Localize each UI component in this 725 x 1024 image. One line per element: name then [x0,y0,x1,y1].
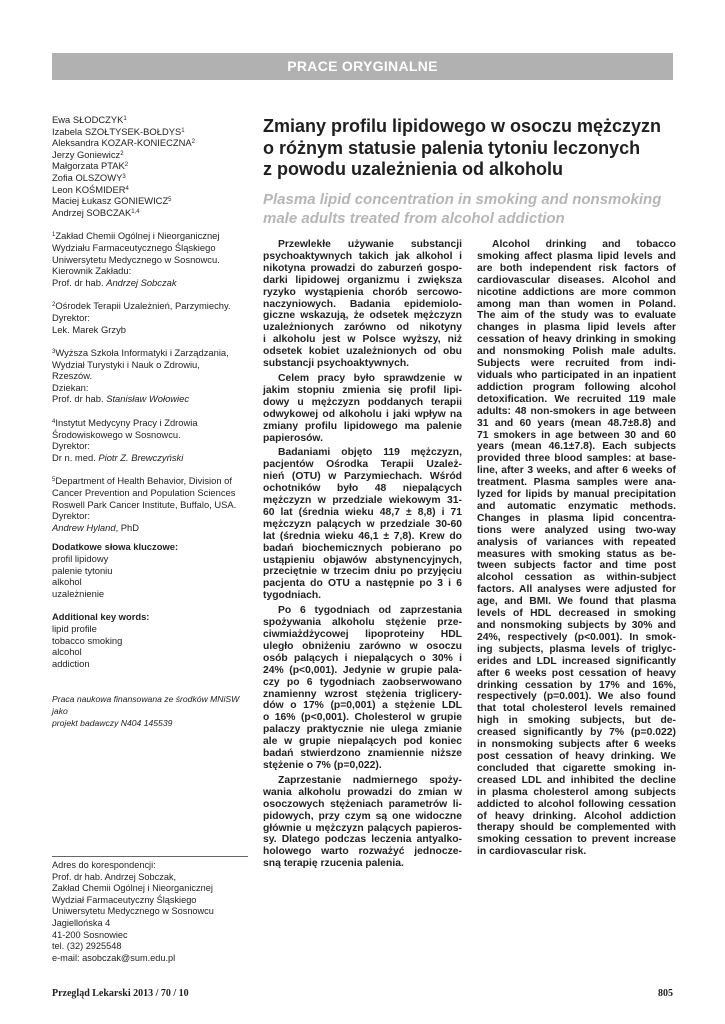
affiliation-text: Wyższa Szkoła Informatyki i Zarządzania, [55,347,229,359]
correspondence-line: Jagiellońska 4 [52,917,111,928]
affiliation-line [52,475,248,487]
abstract-line: osób palących i niepalących o 30% i [263,652,462,664]
abstract-line: sy. Dlatego podczas leczenia antyalko- [263,834,462,846]
abstract-line: concluded that cigarette smoking in- [477,762,676,774]
affiliation-text: Zakład Chemii Ogólnej i Nieorganicznej [55,230,220,242]
abstract-line: ustąpieniu objawów abstynencyjnych, [263,554,462,566]
abstract-line: darki lipidowej organizmu i zwiększa [263,274,462,286]
author-name: Ewa SŁODCZYK [52,114,124,125]
head-prefix: Lek. Marek Grzyb [52,323,126,335]
author [52,184,248,196]
abstract-line: papierosów. [263,432,323,444]
abstract-line: zmiany profilu lipidowego ma palenie [263,420,462,432]
affiliation-text: Dyrektor: [52,311,91,323]
abstract-line: badań stwierdzono znamiennie niższe [263,748,462,760]
abstract-line: spożywania alkoholu stężenie prze- [263,617,462,629]
abstract-line: mężczyzn w przedziale wiekowym 31- [263,495,462,507]
author-affiliation-number: 3 [122,173,126,180]
affiliation [52,475,248,533]
correspondence-line: Uniwersytetu Medycznego w Sosnowcu [52,906,214,917]
abstract-paragraph [477,239,676,858]
abstract-line: ochotników było 48 niepalących [263,483,462,495]
affiliation-line [52,382,248,394]
author-name: Izabela SZOŁTYSEK-BOŁDYS [52,125,182,137]
affiliation-line [52,417,248,429]
affiliation-line [52,347,248,359]
affiliation [52,417,248,463]
abstract-line: in cardiovascular risk. [477,846,587,858]
author [52,207,248,219]
abstract-line: Alcohol drinking and tobacco [492,239,676,250]
author-affiliation-number: 2 [191,139,195,146]
title-en-line: male adults treated from alcohol addiction [263,210,565,227]
abstract-line: ciwmiażdżycowej lipoproteiny HDL [263,629,462,640]
affiliation-line [52,429,248,441]
affiliation-text: Wydziału Farmaceutycznego Śląskiego [52,241,216,253]
abstract-line: nikotyna prowadzi do zaburzeń gospo- [263,262,462,274]
affiliation-text: Dziekan: [52,381,89,393]
affiliation-number: 2 [52,302,56,309]
affiliation-line [52,440,248,452]
abstract-line: among man than women in Poland. [477,298,676,310]
affiliation [52,347,248,405]
abstract-line: cessation of heavy drinking in smoking [477,334,676,346]
abstract-line: detoxification. We recruited 119 male [477,393,676,405]
abstract-line: The aim of the study was to evaluate [477,310,676,322]
abstract-line: Celem pracy było sprawdzenie w [278,372,462,384]
abstract-line: viduals who participated in an inpatient [477,369,676,381]
abstract-line: czy po 6 tygodniach zaobserwowano [263,676,462,688]
affiliation-line [52,510,248,522]
abstract-line: ale w grupie niepalących pod koniec [263,736,462,748]
author [52,172,248,184]
author-affiliation-number: 4 [125,185,129,192]
affiliation-text: Ośrodek Terapii Uzależnień, Parzymiechy. [55,300,231,312]
abstract-line: tween subjects factor and time post [477,560,676,572]
author [52,126,248,138]
affiliation-line [52,370,248,382]
abstract-line: pidowych, przy czym są one widoczne [263,810,462,822]
head-prefix: Dr n. med. [52,451,99,463]
author-name: Andrzej SOBCZAK [52,206,132,218]
author-name: Leon KOŚMIDER [52,183,126,195]
abstract-line: badań biochemicznych pobierano po [263,542,462,554]
correspondence-line: Zakład Chemii Ogólnej i Nieorganicznej [52,883,213,894]
abstract-line: 24%, respectively (p<0.001). In smok- [477,631,676,643]
abstract-line: giczne wskazują, że odsetek mężczyzn [263,310,462,322]
abstract-line: high in smoking subjects, but de- [477,715,676,727]
abstract-line: Przewlekłe używanie substancji [278,239,462,250]
author-name: Małgorzata PTAK [52,160,125,172]
abstract-line: treatment. Plasma samples were ana- [477,477,676,489]
abstract-line: pacjenta do OTU a następnie po 3 i 6 [263,578,462,590]
abstract-line: wania alkoholu prowadzi do zmian w [263,786,462,798]
keywords-en [52,611,248,669]
keyword: alkohol [52,576,82,588]
abstract-line: odsetek kobiet uzależnionych od obu [263,346,462,358]
author-name: Zofia OLSZOWY [52,171,123,183]
abstract-line: nień (OTU) w Parzymiechach. Wśród [263,471,462,483]
affiliation-line [52,230,248,242]
affiliation-number: 5 [52,477,56,484]
abstract-line: osoczowych stężeniach parametrów li- [263,798,462,810]
author-affiliation-number: 2 [124,162,129,169]
abstract-line: przeciętnie w trzecim dniu po przyjęciu [263,566,462,578]
abstract-line: cardiovascular diseases. Alcohol and [477,274,676,286]
affiliation-line [52,300,248,312]
affiliation-number: 3 [52,349,56,356]
abstract-line: erides and LDL increased significantly [477,655,676,667]
keywords-en-items [52,623,248,669]
abstract-line: changes in plasma lipid levels after [477,322,676,334]
article-title-en [263,190,693,228]
keywords-pl [52,541,248,599]
abstract-line: are both independent risk factors of [477,262,676,274]
affiliation [52,230,248,288]
abstract-line: psychoaktywnych takich jak alkohol i [263,250,462,262]
title-pl-line: Zmiany profilu lipidowego w osoczu mężczyzn [263,116,662,136]
abstract-line: odwykowej od alkoholu i jaki wpływ na [263,408,462,420]
abstract-english [477,239,676,858]
affiliation-line [52,265,248,277]
abstract-line: after 6 weeks post cessation of heavy [477,667,676,679]
journal-footer: Przegląd Lekarski 2013 / 70 / 10 [52,988,189,999]
abstract-line: pacjentów Ośrodka Terapii Uzależ- [263,459,462,471]
keywords-en-title: Additional key words: [52,611,150,623]
affiliation-list [52,230,248,533]
abstract-line: Changes in plasma lipid concentra- [477,512,676,524]
abstract-line: o 16% (p<0,001). Cholesterol w grupie [263,712,462,724]
author-name: Aleksandra KOZAR-KONIECZNA [52,137,192,149]
author-list [52,114,248,218]
title-en-line: Plasma lipid concentration in smoking and nonsmoking [263,191,662,208]
abstract-line: mężczyzn palących w przedziale 30-60 [263,518,462,530]
abstract-paragraph [263,373,462,444]
correspondence-line: tel. (32) 2925548 [52,941,122,952]
affiliation-line [52,487,248,499]
author [52,114,248,126]
funding-line: projekt badawczy N404 145539 [52,717,173,728]
abstract-line: alcohol cessation as within-subject [477,572,676,584]
correspondence-line: Wydział Farmaceutyczny Śląskiego [52,894,197,905]
affiliation-text: Środowiskowego w Sosnowcu. [52,428,181,440]
abstract-line: naczyniowych. Badania epidemiolo- [263,298,462,310]
abstract-line: levels of HDL decreased in smoking [477,608,676,620]
author [52,160,248,172]
abstract-line: Zaprzestanie nadmiernego spoży- [278,774,462,786]
affiliation-number: 1 [52,232,56,239]
abstract-line: respectively (p=0.001). We also found [477,691,676,703]
author-affiliation-number: 2 [120,150,124,157]
affiliation-text: Dyrektor: [52,510,91,522]
abstract-line: substancji psychoaktywnych. [263,358,410,370]
abstract-line: years (mean 46.1±7.8). Each subjects [477,441,676,453]
abstract-line: of heavy drinking. Alcohol addiction [477,810,676,822]
abstract-line: sną terapię rzucenia palenia. [263,858,404,870]
keyword: addiction [52,657,90,669]
author [52,195,248,207]
abstract-line: addicted to alcohol following cessation [477,798,676,810]
head-name: Piotr Z. Brewczyński [98,451,184,463]
abstract-line: głównie u mężczyzn palących papieros- [263,822,462,834]
affiliation-text: Kierownik Zakładu: [52,265,132,277]
abstract-line: znamienny wzrost stężenia triglicery- [263,688,462,700]
abstract-line: palaczy praktycznie nie ulega zmianie [263,724,462,736]
abstract-line: factors. All analyses were adjusted for [477,584,676,596]
keywords-pl-items [52,553,248,599]
abstract-paragraph [263,239,462,370]
affiliation-text: Dyrektor: [52,440,91,452]
keyword: palenie tytoniu [52,564,113,576]
author-name: Maciej Łukasz GONIEWICZ [52,195,169,207]
abstract-line: analysis of variances with repeated [477,536,676,548]
correspondence-line: 41-200 Sosnowiec [52,929,128,940]
title-pl-line: z powodu uzależnienia od alkoholu [263,159,564,179]
title-pl-line: o różnym statusie palenia tytoniu leczonych [263,137,641,158]
abstract-line: post cessation of heavy drinking. We [477,750,676,762]
abstract-line: jakim stopniu zmienia się profil lipi- [263,384,462,396]
affiliation-head [52,324,248,336]
abstract-line: and nonsmoking Polish male adults. [477,346,676,358]
abstract-line: Po 6 tygodniach od zaprzestania [278,605,462,617]
affiliation-text: Wydział Turystyki i Nauk o Zdrowiu, [52,358,200,370]
abstract-line: in nonsmoking subjects after 6 weeks [477,739,676,751]
article-title-pl [263,116,693,181]
abstract-line: drinking cessation by 17% and 16%, [477,679,676,691]
affiliation-line [52,254,248,266]
abstract-line: adults: 48 non-smokers in age between [477,405,676,417]
abstract-line: addiction program following alcohol [477,381,676,393]
abstract-line: Subjects were recruited from indi- [477,358,676,370]
abstract-line: creased LDL and inhibited the decline [477,774,676,786]
head-prefix: Prof. dr hab. [52,276,107,288]
abstract-line: 24% (p<0,001). Jedynie w grupie pala- [263,664,462,676]
correspondence-line: Adres do korespondencji: [52,860,156,870]
abstract-line: age, and BMI. We found that plasma [477,596,676,608]
correspondence-address [52,856,248,964]
abstract-paragraph [263,775,462,870]
abstract-line: 31 and 60 years (mean 48.7±8.8) and [477,417,676,429]
affiliation-text: Roswell Park Cancer Institute, Buffalo, USA. [52,498,237,510]
abstract-line: tions were analyzed using two-way [477,524,676,536]
keyword: tobacco smoking [52,634,123,646]
affiliation-line [52,359,248,371]
affiliation-text: Uniwersytetu Medycznego w Sosnowcu. [52,253,220,265]
author [52,149,248,161]
abstract-line: smoking affect plasma lipid levels and [477,250,676,262]
abstract-line: provided three blood samples: at base- [477,453,676,465]
funding-note [52,694,248,729]
abstract-paragraph [263,605,462,772]
abstract-line: uległo obniżeniu zarówno w osoczu [263,640,462,652]
head-suffix: , PhD [115,521,140,533]
author-affiliation-number: 1 [123,116,127,122]
page-number: 805 [658,988,673,999]
keywords-pl-title: Dodatkowe słowa kluczowe: [52,541,179,553]
keyword: alcohol [52,646,82,658]
affiliation [52,300,248,335]
head-name: Stanisław Wołowiec [106,393,190,405]
correspondence-line: Prof. dr hab. Andrzej Sobczak, [52,871,177,882]
abstract-line: 60 lat (średnia wieku 48,7 ± 8,8) i 71 [263,506,462,518]
affiliation-head [52,393,248,405]
author-affiliation-number: 1,4 [131,208,140,215]
author-name: Jerzy Goniewicz [52,148,121,160]
abstract-line: lat (średnia wieku 46,1 ± 7,8). Krew do [263,530,462,542]
funding-line: Praca naukowa finansowana ze środków MNiSW jako [52,694,240,716]
affiliation-text: Rzeszów. [52,370,93,382]
author [52,137,248,149]
head-name: Andrzej Sobczak [106,276,177,288]
affiliation-text: Instytut Medycyny Pracy i Zdrowia [55,417,198,429]
abstract-line: that total cholesterol levels remained [477,703,676,715]
abstract-line: therapy should be complemented with [477,822,676,834]
abstract-line: stężenie o 7% (p=0,022). [263,759,382,771]
abstract-line: and automatic enzymatic methods. [477,500,676,512]
abstract-line: dów o 17% (p=0,001) a stężenie LDL [263,700,462,712]
affiliation-line [52,242,248,254]
abstract-line: holowego warto rozważyć jednocze- [263,846,462,858]
keyword: uzależnienie [52,587,105,599]
abstract-line: creased significantly by 7% (p=0.022) [477,727,676,739]
abstract-line: tygodniach. [263,590,322,602]
abstract-line: smoking cessation to prevent increase [477,834,676,846]
head-prefix: Prof. dr hab. [52,393,107,405]
abstract-line: dowy u mężczyzn poddanych terapii [263,396,462,408]
abstract-line: measures with smoking status as be- [477,548,676,560]
affiliation-head [52,522,248,534]
abstract-line: i alkoholu jest w Polsce wyższy, niż [263,334,462,346]
correspondence-line: e-mail: asobczak@sum.edu.pl [52,952,176,963]
section-banner: PRACE ORYGINALNE [52,53,673,80]
abstract-line: and nonsmoking subjects by 30% and [477,620,676,631]
keyword: lipid profile [52,622,97,634]
affiliation-text: Cancer Prevention and Population Sciences [52,487,236,499]
abstract-paragraph [263,447,462,602]
abstract-line: in plasma cholesterol among subjects [477,786,676,798]
affiliation-number: 4 [52,419,56,426]
abstract-line: ing subjects, plasma levels of triglyc- [477,643,676,655]
affiliation-line [52,499,248,511]
abstract-line: 71 smokers in age between 30 and 60 [477,429,676,441]
affiliation-text: Department of Health Behavior, Division of [55,475,232,487]
author-affiliation-number: 5 [168,197,172,204]
head-name: Andrew Hyland [52,521,116,533]
abstract-line: nicotine addictions are more common [477,286,676,298]
abstract-line: lyzed for lipids by manual precipitation [477,489,676,501]
abstract-line: line, after 3 weeks, and after 6 weeks of [477,465,676,477]
abstract-line: Badaniami objęto 119 mężczyzn, [278,447,462,459]
left-sidebar [52,114,248,729]
abstract-polish [263,239,462,870]
affiliation-head [52,452,248,464]
abstract-line: ryzyko wystąpienia chorób sercowo- [263,286,462,298]
keyword: profil lipidowy [52,553,109,564]
abstract-line: uzależnionych zarówno od nikotyny [263,322,462,334]
affiliation-line [52,312,248,324]
affiliation-head [52,277,248,289]
author-affiliation-number: 1 [181,127,185,134]
